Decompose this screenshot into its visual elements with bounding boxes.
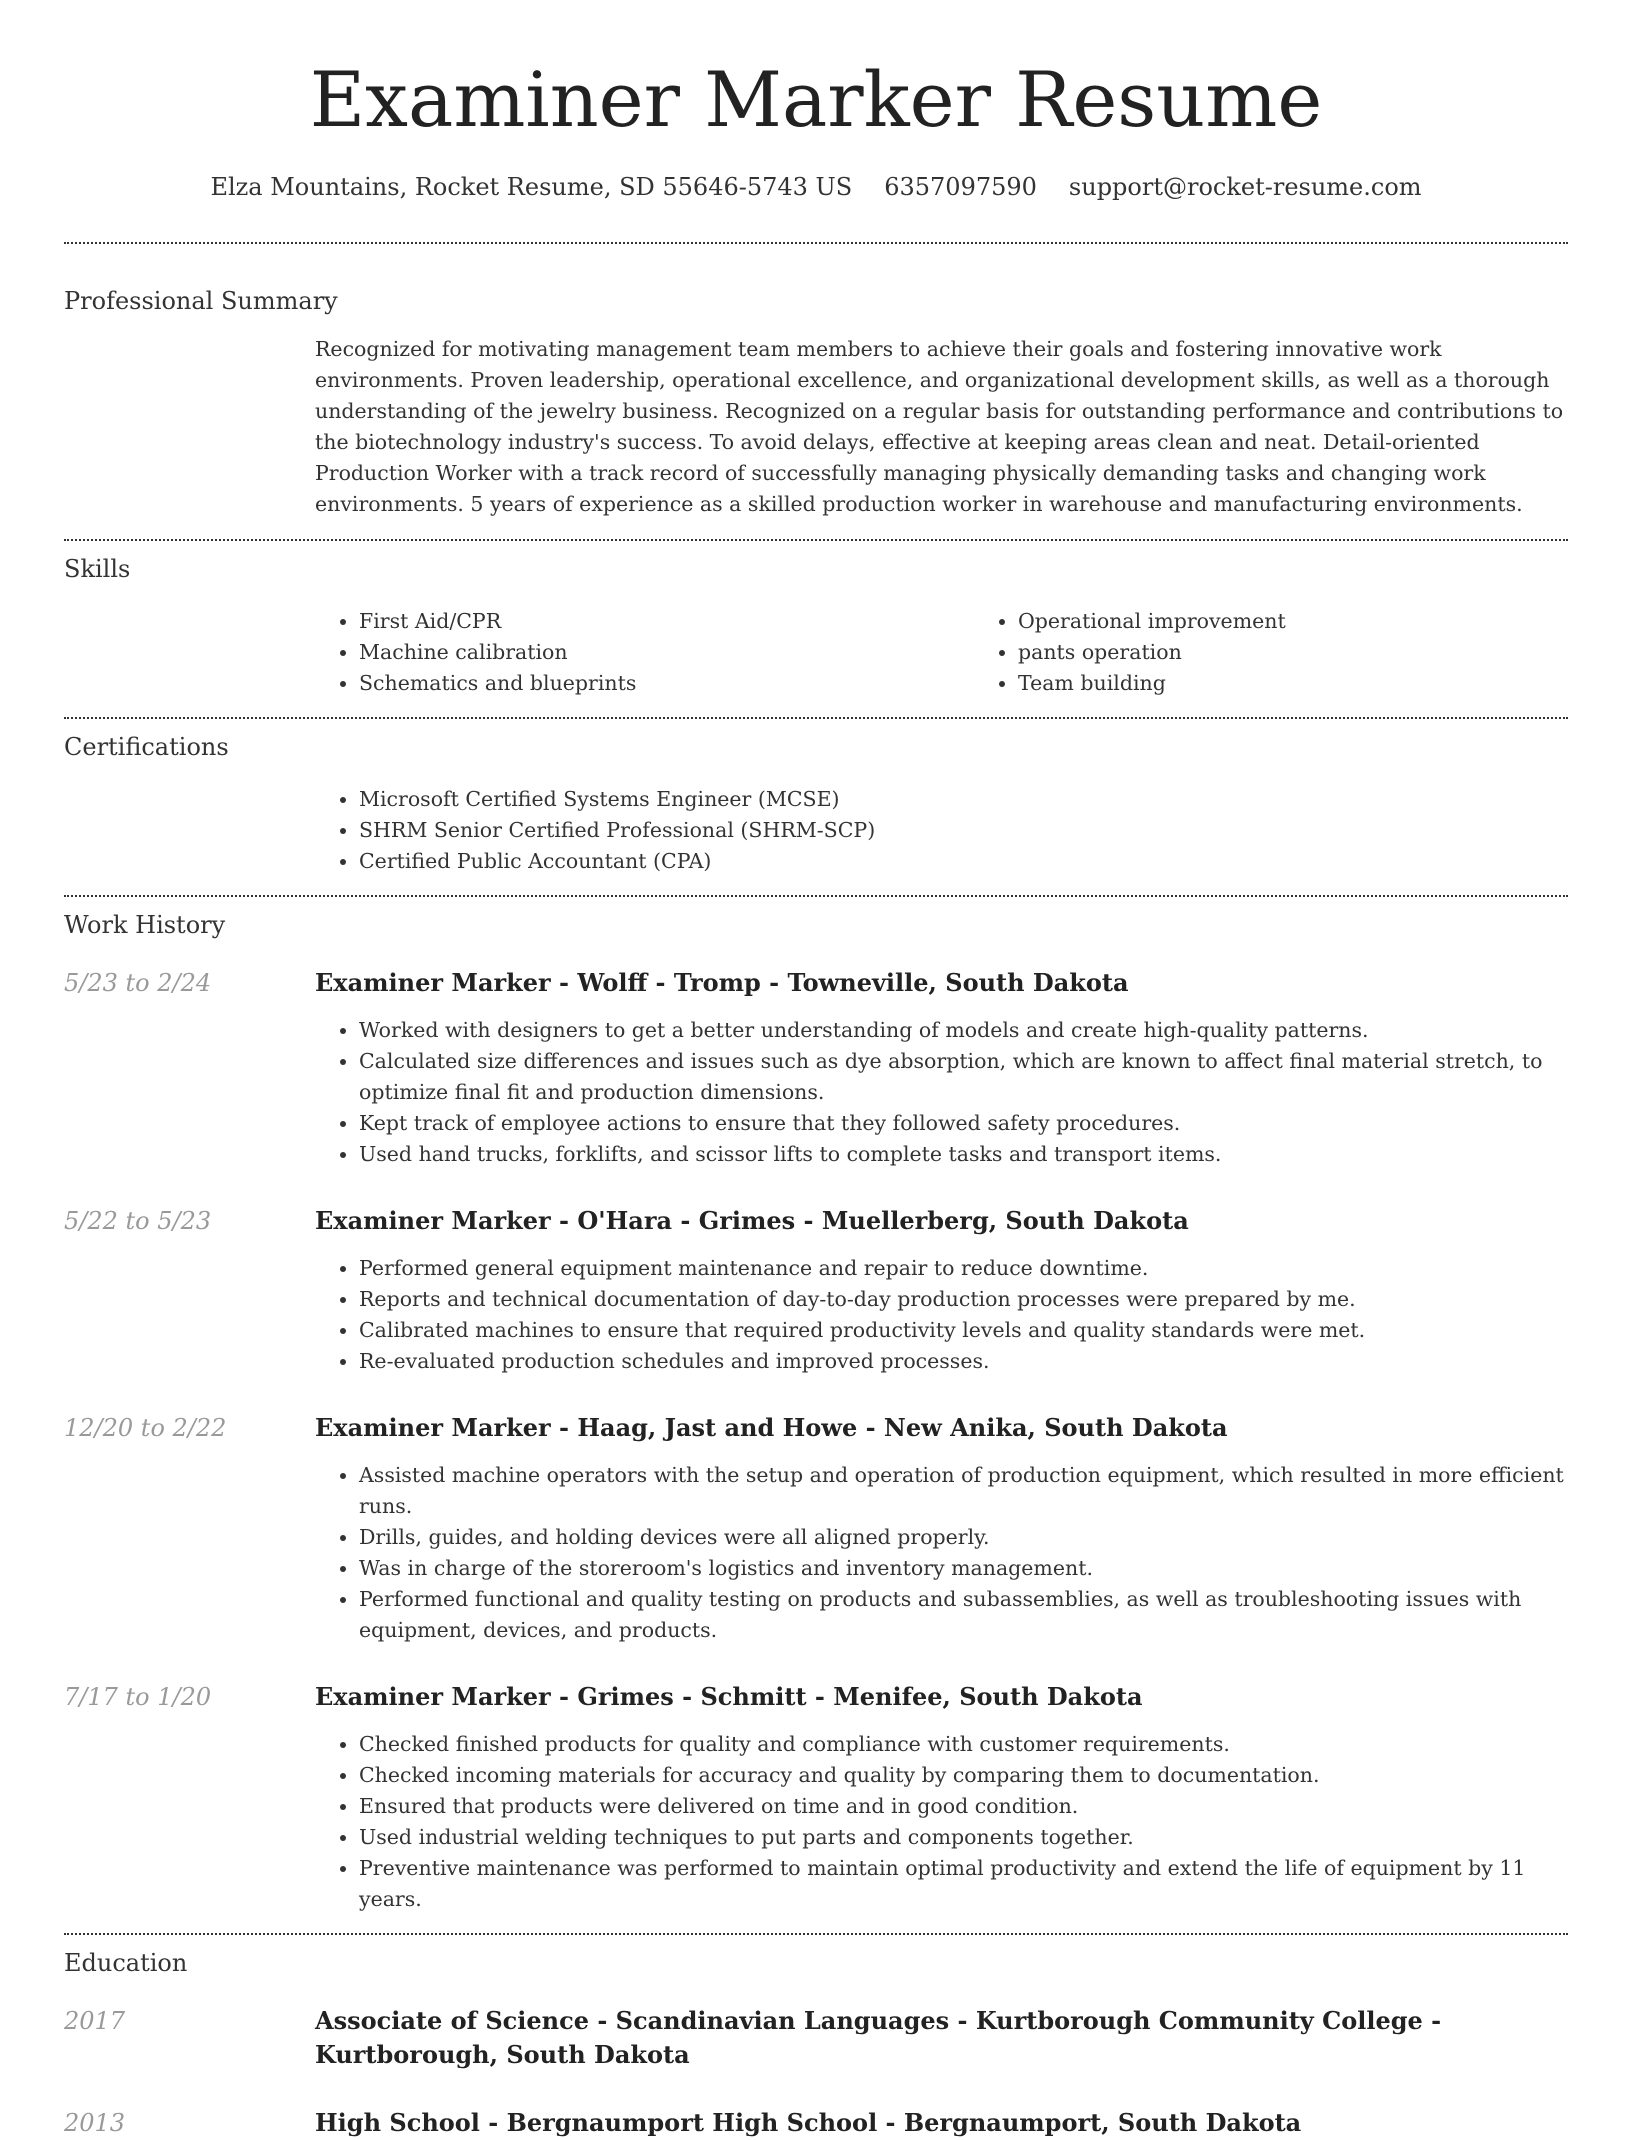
- job-date: 7/17 to 1/20: [64, 1683, 212, 1711]
- education-title: Associate of Science - Scandinavian Languages - Kurtborough Community College - Kurtborough, South Dakota: [315, 2006, 1442, 2069]
- divider: [64, 1933, 1568, 1935]
- job-title: Examiner Marker - O'Hara - Grimes - Muellerberg, South Dakota: [315, 1206, 1189, 1235]
- contact-line: [64, 170, 1568, 204]
- job-duty: • Performed functional and quality testing on products and subassemblies, as well as troubleshooting issues with equipment, devices, and products.: [359, 1584, 1568, 1646]
- job-duties: [315, 1460, 1568, 1646]
- job-entry: [64, 1411, 1568, 1646]
- job-duty: • Worked with designers to get a better understanding of models and create high-quality patterns.: [359, 1015, 1568, 1046]
- job-duty: • Assisted machine operators with the setup and operation of production equipment, which resulted in more efficient runs.: [359, 1460, 1568, 1522]
- job-duties: [315, 1729, 1568, 1915]
- education-title: High School - Bergnaumport High School - Bergnaumport, South Dakota: [315, 2108, 1302, 2137]
- skills-list-left: [315, 606, 974, 699]
- job-duty: • Performed general equipment maintenance and repair to reduce downtime.: [359, 1253, 1568, 1284]
- education-section: [64, 1946, 1568, 2140]
- certifications-heading: Certifications: [64, 733, 229, 761]
- job-duty: • Re-evaluated production schedules and improved processes.: [359, 1346, 1568, 1377]
- job-title: Examiner Marker - Haag, Jast and Howe - New Anika, South Dakota: [315, 1413, 1228, 1442]
- skills-list-right: [974, 606, 1632, 699]
- skill-item: • pants operation: [1018, 637, 1632, 668]
- job-duty: • Used industrial welding techniques to put parts and components together.: [359, 1822, 1568, 1853]
- contact-email: support@rocket-resume.com: [1068, 173, 1422, 201]
- job-title: Examiner Marker - Grimes - Schmitt - Menifee, South Dakota: [315, 1682, 1143, 1711]
- summary-section: [64, 284, 1568, 520]
- education-entry: [64, 2004, 1568, 2072]
- education-date: 2013: [64, 2109, 126, 2137]
- job-entry: [64, 1680, 1568, 1915]
- certification-item: • Microsoft Certified Systems Engineer (MCSE): [359, 784, 1568, 815]
- divider: [64, 895, 1568, 897]
- job-date: 5/23 to 2/24: [64, 969, 212, 997]
- certifications-section: [64, 730, 1568, 877]
- job-entry: [64, 966, 1568, 1170]
- skill-item: • First Aid/CPR: [359, 606, 974, 637]
- certification-item: • Certified Public Accountant (CPA): [359, 846, 1568, 877]
- divider: [64, 539, 1568, 541]
- contact-phone: 6357097590: [884, 173, 1037, 201]
- education-entry: [64, 2106, 1568, 2140]
- job-duty: • Checked incoming materials for accuracy and quality by comparing them to documentation.: [359, 1760, 1568, 1791]
- skills-heading: Skills: [64, 555, 131, 583]
- job-duty: • Kept track of employee actions to ensure that they followed safety procedures.: [359, 1108, 1568, 1139]
- education-date: 2017: [64, 2007, 126, 2035]
- contact-address: Elza Mountains, Rocket Resume, SD 55646-5743 US: [210, 173, 853, 201]
- skill-item: • Machine calibration: [359, 637, 974, 668]
- job-title: Examiner Marker - Wolff - Tromp - Towneville, South Dakota: [315, 968, 1129, 997]
- summary-text: Recognized for motivating management team members to achieve their goals and fostering innovative work environments. Proven leadership, operational excellence, and organizational development skills, as well as a thorough understanding of the jewelry business. Recognized on a regular basis for outstanding performance and contributions to the biotechnology industry's success. To avoid delays, effective at keeping areas clean and neat. Detail-oriented Production Worker with a track record of successfully managing physically demanding tasks and changing work environments. 5 years of experience as a skilled production worker in warehouse and manufacturing environments.: [315, 337, 1564, 516]
- education-heading: Education: [64, 1949, 188, 1977]
- job-date: 12/20 to 2/22: [64, 1414, 227, 1442]
- skills-section: [64, 552, 1568, 699]
- skill-item: • Team building: [1018, 668, 1632, 699]
- work-history-heading: Work History: [64, 911, 226, 939]
- job-duty: • Ensured that products were delivered on time and in good condition.: [359, 1791, 1568, 1822]
- job-duty: • Reports and technical documentation of day-to-day production processes were prepared by me.: [359, 1284, 1568, 1315]
- job-duty: • Calibrated machines to ensure that required productivity levels and quality standards were met.: [359, 1315, 1568, 1346]
- work-history-section: [64, 908, 1568, 1915]
- job-entry: [64, 1204, 1568, 1377]
- skill-item: • Schematics and blueprints: [359, 668, 974, 699]
- divider: [64, 242, 1568, 244]
- job-duties: [315, 1253, 1568, 1377]
- divider: [64, 717, 1568, 719]
- job-duty: • Checked finished products for quality and compliance with customer requirements.: [359, 1729, 1568, 1760]
- job-duty: • Was in charge of the storeroom's logistics and inventory management.: [359, 1553, 1568, 1584]
- job-duty: • Calculated size differences and issues such as dye absorption, which are known to affect final material stretch, to optimize final fit and production dimensions.: [359, 1046, 1568, 1108]
- job-duty: • Drills, guides, and holding devices were all aligned properly.: [359, 1522, 1568, 1553]
- job-duty: • Used hand trucks, forklifts, and scissor lifts to complete tasks and transport items.: [359, 1139, 1568, 1170]
- job-duty: • Preventive maintenance was performed to maintain optimal productivity and extend the life of equipment by 11 years.: [359, 1853, 1568, 1915]
- skill-item: • Operational improvement: [1018, 606, 1632, 637]
- summary-heading: Professional Summary: [64, 287, 338, 315]
- page-title: Examiner Marker Resume: [309, 55, 1323, 144]
- certification-item: • SHRM Senior Certified Professional (SHRM-SCP): [359, 815, 1568, 846]
- certifications-list: [315, 784, 1568, 877]
- job-date: 5/22 to 5/23: [64, 1207, 212, 1235]
- job-duties: [315, 1015, 1568, 1170]
